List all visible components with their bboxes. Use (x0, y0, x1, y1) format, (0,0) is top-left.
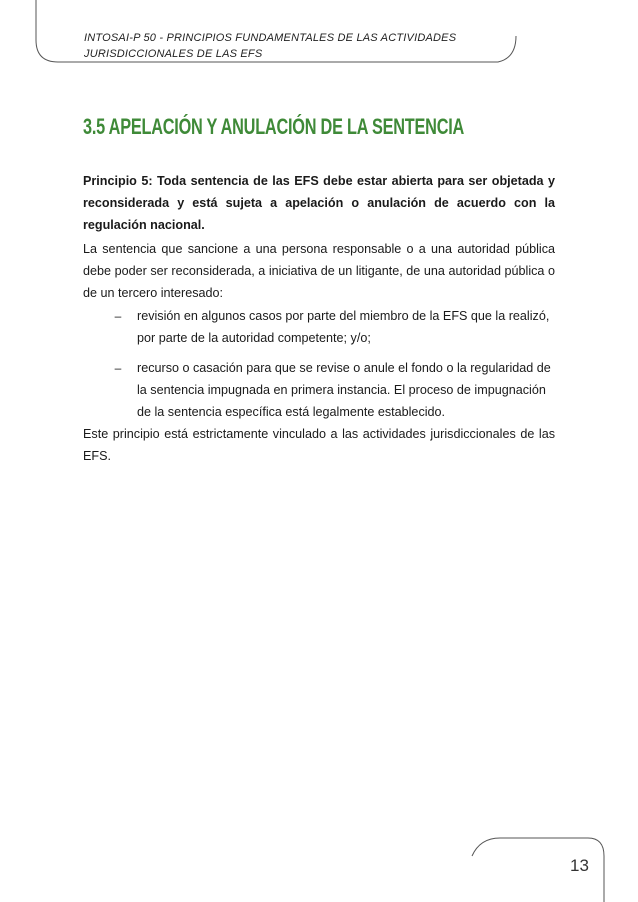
closing-paragraph: Este principio está estrictamente vinculado a las actividades jurisdiccionales de las EFS. (83, 427, 555, 463)
intro-paragraph: La sentencia que sancione a una persona responsable o a una autoridad pública debe poder ser reconsiderada, a iniciativa de un litigante, de una autoridad pública o de un tercero interesado: (83, 242, 555, 300)
running-header (84, 30, 524, 62)
header-line-1: INTOSAI-P 50 - PRINCIPIOS FUNDAMENTALES DE LAS ACTIVIDADES (84, 32, 457, 44)
list-item-text: revisión en algunos casos por parte del miembro de la EFS que la realizó, por parte de la autoridad competente; y/o; (137, 309, 550, 345)
list-item-text: recurso o casación para que se revise o anule el fondo o la regularidad de la sentencia impugnada en primera instancia. El proceso de impugnación de la sentencia específica está legalmente establecido. (137, 361, 551, 419)
list-item (83, 357, 555, 423)
section-title: 3.5 APELACIÓN Y ANULACIÓN DE LA SENTENCIA (83, 114, 465, 139)
dash-bullet-icon: – (114, 361, 122, 375)
header-line-2: JURISDICCIONALES DE LAS EFS (84, 48, 263, 60)
principle-statement: Principio 5: Toda sentencia de las EFS debe estar abierta para ser objetada y reconsiderada y está sujeta a apelación o anulación de acuerdo con la regulación nacional. (83, 174, 555, 232)
list-item (83, 305, 555, 349)
page-number: 13 (570, 856, 589, 875)
appeal-options-list (83, 305, 555, 431)
dash-bullet-icon: – (114, 309, 122, 323)
